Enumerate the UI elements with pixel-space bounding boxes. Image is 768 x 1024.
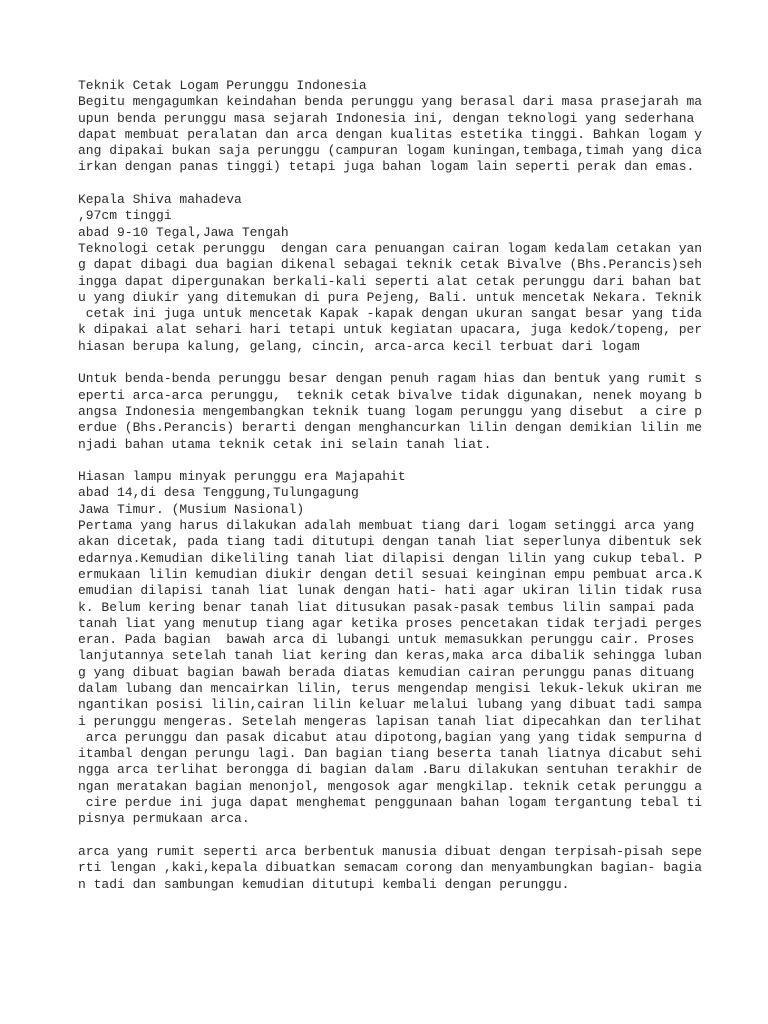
caption-line: abad 14,di desa Tenggung,Tulungagung <box>78 485 359 501</box>
paragraph-gap <box>78 828 758 844</box>
text-line: tanah liat yang menutup tiang agar ketika proses pencetakan tidak terjadi perges <box>78 615 703 631</box>
text-line: ingga dapat dipergunakan berkali-kali seperti alat cetak perunggu dari bahan bat <box>78 273 703 289</box>
text-line: upun benda perunggu masa sejarah Indonesia ini, dengan teknologi yang sederhana <box>78 110 695 126</box>
paragraph-intro <box>78 94 758 175</box>
text-line: irkan dengan panas tinggi) tetapi juga bahan logam lain seperti perak dan emas. <box>78 159 695 175</box>
text-line: k dipakai alat sehari hari tetapi untuk kegiatan upacara, juga kedok/topeng, per <box>78 322 703 338</box>
text-line: Pertama yang harus dilakukan adalah membuat tiang dari logam setinggi arca yang <box>78 518 695 534</box>
text-line: dalam lubang dan mencairkan lilin, terus mengendap mengisi lekuk-lekuk ukiran me <box>78 680 703 696</box>
paragraph-gap <box>78 453 758 469</box>
text-line: edarnya.Kemudian dikeliling tanah liat dilapisi dengan lilin yang cukup tebal. P <box>78 550 703 566</box>
text-line: ngan meratakan bagian menonjol, mengosok agar mengkilap. teknik cetak perunggu a <box>78 778 703 794</box>
caption-line: Hiasan lampu minyak perunggu era Majapahit <box>78 469 406 485</box>
text-line: erdue (Bhs.Perancis) berarti dengan menghancurkan lilin dengan demikian lilin me <box>78 420 703 436</box>
paragraph-a-cire-perdue <box>78 371 758 452</box>
text-line: ngantikan posisi lilin,cairan lilin keluar melalui lubang yang dibuat tadi sampa <box>78 697 703 713</box>
text-line: lanjutannya setelah tanah liat kering dan keras,maka arca dibalik sehingga luban <box>78 648 703 664</box>
text-line: eran. Pada bagian bawah arca di lubangi untuk memasukkan perunggu cair. Proses <box>78 632 695 648</box>
text-line: n tadi dan sambungan kemudian ditutupi kembali dengan perunggu. <box>78 876 570 892</box>
caption-line: abad 9-10 Tegal,Jawa Tengah <box>78 224 289 240</box>
text-line: i perunggu mengeras. Setelah mengeras lapisan tanah liat dipecahkan dan terlihat <box>78 713 703 729</box>
text-line: cetak ini juga untuk mencetak Kapak -kapak dengan ukuran sangat besar yang tida <box>78 306 703 322</box>
paragraph-hiasan-lampu <box>78 469 758 828</box>
text-line: Teknologi cetak perunggu dengan cara penuangan cairan logam kedalam cetakan yan <box>78 240 703 256</box>
text-line: k. Belum kering benar tanah liat ditusukan pasak-pasak tembus lilin sampai pada <box>78 599 695 615</box>
paragraph-gap <box>78 355 758 371</box>
text-line: itambal dengan perungu lagi. Dan bagian tiang beserta tanah liatnya dicabut sehi <box>78 746 703 762</box>
text-line: pisnya permukaan arca. <box>78 811 250 827</box>
text-line: Untuk benda-benda perunggu besar dengan penuh ragam hias dan bentuk yang rumit s <box>78 371 703 387</box>
text-line: arca yang rumit seperti arca berbentuk manusia dibuat dengan terpisah-pisah sepe <box>78 843 703 859</box>
text-line: eperti arca-arca perunggu, teknik cetak bivalve tidak digunakan, nenek moyang b <box>78 387 703 403</box>
text-line: emudian dilapisi tanah liat lunak dengan hati- hati agar ukiran lilin tidak rusa <box>78 583 703 599</box>
caption-line: Jawa Timur. (Musium Nasional) <box>78 501 305 517</box>
text-line: g dapat dibagi dua bagian dikenal sebagai teknik cetak Bivalve (Bhs.Perancis)seh <box>78 257 703 273</box>
text-line: dapat membuat peralatan dan arca dengan kualitas estetika tinggi. Bahkan logam y <box>78 126 703 142</box>
text-line: cire perdue ini juga dapat menghemat penggunaan bahan logam tergantung tebal ti <box>78 795 703 811</box>
text-line: njadi bahan utama teknik cetak ini selain tanah liat. <box>78 436 492 452</box>
text-line: u yang diukir yang ditemukan di pura Pejeng, Bali. untuk mencetak Nekara. Teknik <box>78 289 703 305</box>
text-line: akan dicetak, pada tiang tadi ditutupi dengan tanah liat seperlunya dibentuk sek <box>78 534 703 550</box>
text-line: Begitu mengagumkan keindahan benda perunggu yang berasal dari masa prasejarah ma <box>78 94 703 110</box>
paragraph-kepala-shiva <box>78 192 758 355</box>
text-line: rti lengan ,kaki,kepala dibuatkan semacam corong dan menyambungkan bagian- bagia <box>78 860 703 876</box>
text-line: ngga arca terlihat berongga di bagian dalam .Baru dilakukan sentuhan terakhir de <box>78 762 703 778</box>
text-line: angsa Indonesia mengembangkan teknik tuang logam perunggu yang disebut a cire p <box>78 403 703 419</box>
text-line: ermukaan lilin kemudian diukir dengan detil sesuai keinginan empu pembuat arca.K <box>78 566 703 582</box>
paragraph-arca-rumit <box>78 844 758 893</box>
caption-line: Kepala Shiva mahadeva <box>78 192 242 208</box>
text-line: arca perunggu dan pasak dicabut atau dipotong,bagian yang yang tidak sempurna d <box>78 729 703 745</box>
document-page <box>78 78 758 893</box>
text-line: ang dipakai bukan saja perunggu (campuran logam kuningan,tembaga,timah yang dica <box>78 143 703 159</box>
document-title: Teknik Cetak Logam Perunggu Indonesia <box>78 78 367 93</box>
paragraph-gap <box>78 176 758 192</box>
text-line: g yang dibuat bagian bawah berada diatas kemudian cairan perunggu panas dituang <box>78 664 695 680</box>
text-line: hiasan berupa kalung, gelang, cincin, arca-arca kecil terbuat dari logam <box>78 338 640 354</box>
caption-line: ,97cm tinggi <box>78 208 172 224</box>
